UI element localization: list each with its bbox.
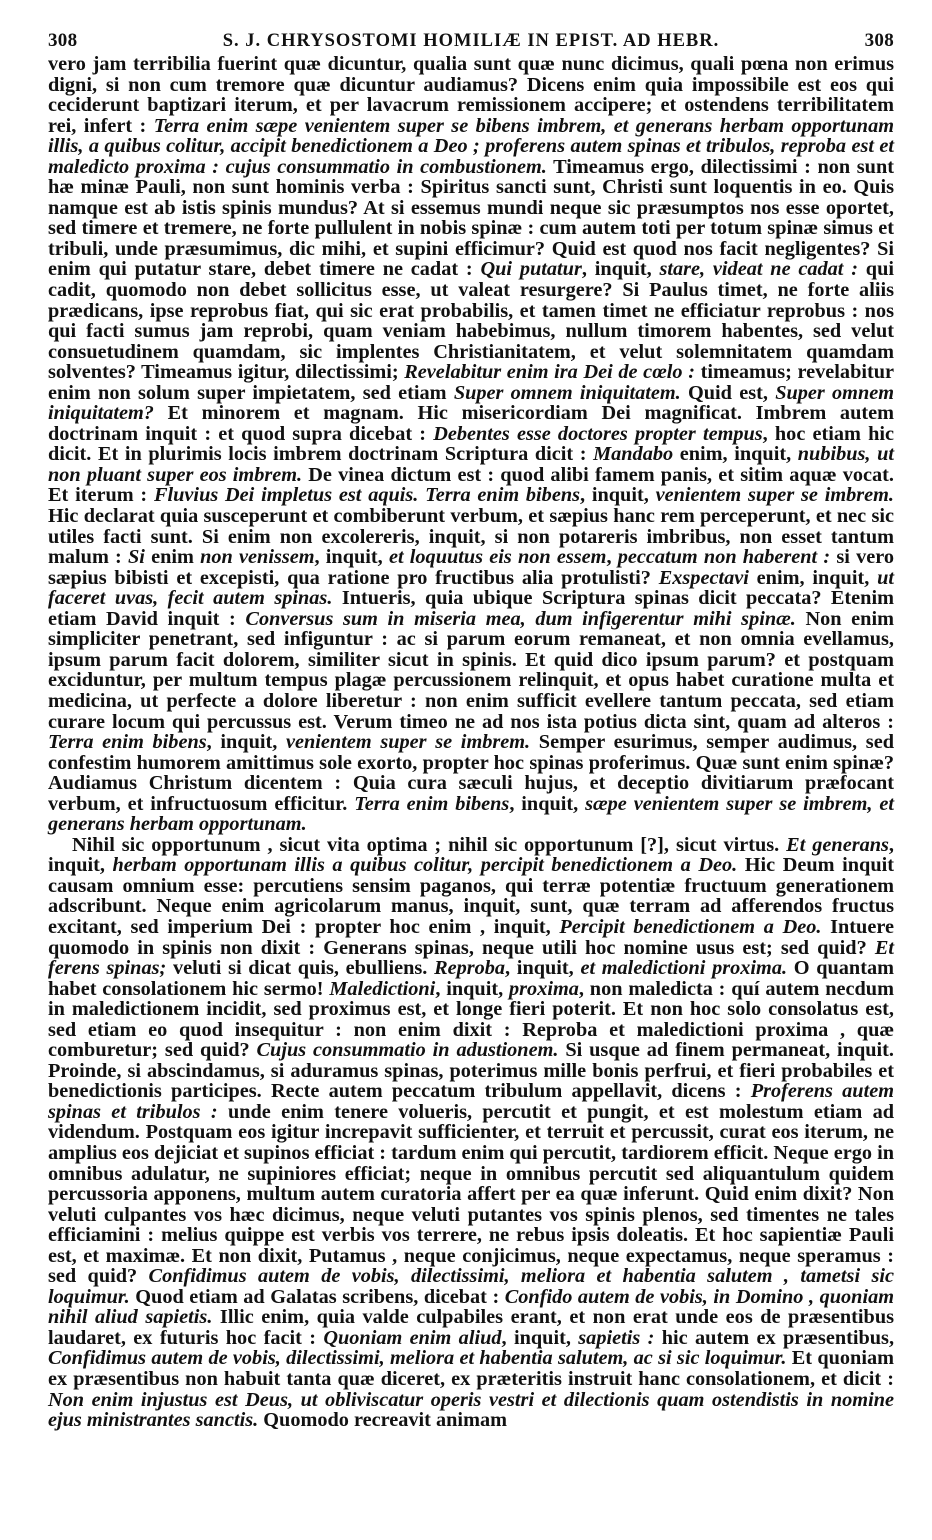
text-run: enim, inquit, (673, 443, 798, 466)
text-run: si vero sæpius bibisti et excepisti, qua ratione pro fructibus alia protulisti? (48, 546, 894, 589)
text-run: Timeamus ergo, dilectissimi : non sunt hæ minæ Pauli, non sunt hominis verba : Spiritus sancti sunt, Christi sunt loquentis in eo. Quis namque est ab istis spinis mundus? At si essemus mundi neque sic præsumptos nos esse oportet, sed timere et tremere, ne forte pullulent in nobis spinæ : cum autem toti per totum spinæ simus et tribuli, unde præsumimus, dic mihi, et supini efficimur? Quid est quod nos facit negligentes? Si enim qui putatur stare, debet timere ne cadat : (48, 155, 894, 281)
text-run: Illic enim, quia valde culpabiles erant, et non erat unde eos de præsentibus laudaret, ex futuris hoc facit : (48, 1306, 894, 1349)
body-text (48, 54, 894, 1431)
page-number-left: 308 (48, 30, 78, 51)
text-run: enim, inquit, (748, 566, 878, 589)
italic-quotation: sæpe venientem super se imbrem, et generans herbam opportunam. (48, 792, 894, 836)
italic-quotation: et maledictioni proxima. (580, 957, 788, 980)
italic-quotation: Et generans (786, 833, 889, 856)
paragraph (48, 835, 894, 1431)
italic-quotation: Confidimus autem de vobis, dilectissimi, meliora et habentia salutem , tametsi sic loquimur. (48, 1265, 894, 1308)
italic-quotation: Confidimus autem de vobis, dilectissimi, meliora et habentia salutem, ac si sic loquimur. (48, 1347, 787, 1370)
italic-quotation: Et ferens spinas; (48, 936, 894, 980)
italic-quotation: Quoniam enim aliud (323, 1326, 502, 1349)
italic-quotation: peccatum non haberent : (617, 546, 831, 569)
italic-quotation: Terra enim bibens (48, 731, 207, 754)
running-header (48, 30, 894, 52)
text-run: Nihil sic opportunum , sicut vita optima ; nihil sic opportunum [?], sicut virtus. (72, 833, 787, 856)
italic-quotation: ut faceret uvas, fecit autem spinas. (48, 566, 894, 610)
text-run: Semper esurimus, semper audimus, sed confestim humorem amittimus sole exorto, propter hoc spinas proferimus. Quæ sunt enim spinæ? Audiamus Christum dicentem : Quia cura sæculi hujus, et deceptio divitiarum præfocant verbum, et infructuosum efficitur. (48, 731, 894, 815)
italic-quotation: Maledictioni (329, 977, 436, 1000)
italic-quotation: Super omnem iniquitatem. (453, 381, 681, 404)
text-run: timeamus; revelabitur enim non solum super impietatem, sed etiam (48, 361, 895, 404)
text-run: O quantam habet consolationem hic sermo! (48, 957, 894, 1000)
text-run: , inquit, (580, 484, 656, 507)
italic-quotation: et loquutus eis non essem (388, 546, 607, 569)
text-run: , inquit, (581, 258, 660, 281)
text-run: Intuere quomodo in spinis non dixit : Generans spinas, neque utili hoc nomine usus est; sed quid? (48, 915, 894, 959)
italic-quotation: proxima (509, 977, 579, 1000)
text-run: , inquit, (206, 731, 287, 754)
italic-quotation: Super omnem iniquitatem? (48, 381, 895, 425)
italic-quotation: venientem super se imbrem. (655, 484, 894, 507)
italic-quotation: Non enim injustus est Deus, ut obliviscatur operis vestri et dilectionis quam ostendistis in nomine ejus ministrantes sanctis. (48, 1388, 894, 1432)
text-run: Quod etiam ad Galatas scribens, dicebat : (129, 1285, 505, 1308)
text-run: hic autem ex præsentibus, (654, 1326, 895, 1349)
italic-quotation: non venissem (200, 546, 315, 569)
italic-quotation: Conversus sum in miseria mea, dum infigerentur mihi spinæ. (245, 607, 796, 630)
italic-quotation: Mandabo (593, 443, 674, 466)
italic-quotation: Debentes esse doctores propter tempus (433, 422, 763, 445)
italic-quotation: Proferens autem spinas et tribulos : (48, 1080, 894, 1123)
italic-quotation: Fluvius Dei impletus est aquis. Terra enim bibens (153, 484, 580, 507)
page-number-right: 308 (864, 30, 894, 51)
italic-quotation: sapietis : (578, 1326, 655, 1349)
text-run: Non enim simpliciter penetrant, sed infiguntur : ac si parum eorum remaneat, et non omnia evellamus, ipsum parum facit dolorem, similiter sicut in spinis. Et quid dico ipsum parum? et postquam exciduntur, per multum tempus plagæ percussionem relinquit, et opus habet curatione multa et medicina, ut perfecte a dolore liberetur : non enim sufficit evellere tantum peccata, sed etiam curare locum qui percussus est. Verum timeo ne ad nos ista potius dicta sint, quam ad alteros : (48, 607, 894, 733)
italic-quotation: Confido autem de vobis, in Domino , quoniam nihil aliud sapietis. (48, 1285, 894, 1329)
italic-quotation: Exspectavi (658, 566, 749, 589)
text-run: enim (144, 546, 201, 569)
italic-quotation: Reproba (434, 957, 506, 980)
text-run: vero jam terribilia fuerint quæ dicuntur, qualia sunt quæ nunc dicimus, quali pœna non erimus digni, si non cum tremore quæ dicuntur audiamus? Dicens enim quia impossibile est eos qui ceciderunt baptizari iterum, et per lavacrum remissionem accipere; et ostendens terribilitatem rei, infert : (48, 53, 894, 137)
paragraph (48, 54, 894, 835)
text-run: Quid est, (680, 381, 776, 404)
text-run: Intueris, quia ubique Scriptura spinas dicit peccata? Etenim etiam David inquit : (48, 587, 894, 630)
italic-quotation: herbam opportunam illis a quibus colitur, percipit benedictionem a Deo. (112, 854, 738, 877)
text-run: Hic Deum inquit causam omnium esse: percutiens sensim paganos, qui terræ potentiæ fructuum generationem adscribunt. Neque enim agricolarum manus, inquit, sunt, quæ terram ad afferendos fructus excitant, sed imperium Dei : propter hoc enim , inquit, (48, 854, 894, 938)
italic-quotation: Terra enim bibens (354, 792, 510, 815)
italic-quotation: Terra enim sæpe venientem super se bibens imbrem, et generans herbam opportunam illis, a quibus colitur, accipit benedictionem a Deo ; proferens autem spinas et tribulos, reproba est et maledicto proxima : cujus consummatio in combustionem. (48, 114, 894, 178)
text-run: De vinea dictum est : quod alibi famem panis, et sitim aquæ vocat. Et iterum : (48, 463, 894, 507)
text-run: , hoc etiam hic dicit. Et in plurimis locis imbrem doctrinam Scriptura dicit : (48, 422, 894, 466)
italic-quotation: Qui putatur (480, 258, 582, 281)
text-run: Quomodo recreavit animam (258, 1409, 507, 1432)
text-run: veluti si dicat quis, ebulliens. (166, 957, 435, 980)
text-run: , inquit, (501, 1326, 579, 1349)
text-run: , non maledicta : quí autem necdum in maledictionem incidit, sed proximus est, et longe fieri poterit. Et non hoc solo consolatus est, sed etiam eo quod insequitur : non enim dixit : Reproba et maledictioni proxima , quæ comburetur; sed quid? (48, 977, 894, 1062)
text-run: , inquit, (48, 833, 894, 877)
italic-quotation: Percipit benedictionem a Deo. (559, 915, 822, 938)
text-run: , inquit, (435, 977, 510, 1000)
text-run: Et quoniam ex præsentibus non habuit tanta quæ diceret, ex præteritis instruit hanc consolationem, et dicit : (48, 1347, 894, 1390)
italic-quotation: venientem super se imbrem. (286, 731, 531, 754)
italic-quotation: nubibus, ut non pluant super eos imbrem. (48, 443, 895, 486)
italic-quotation: stare, videat ne cadat : (659, 258, 858, 281)
text-run: , inquit, (505, 957, 581, 980)
running-title: S. J. CHRYSOSTOMI HOMILIÆ IN EPIST. AD HEBR. (222, 31, 720, 51)
text-run: , (606, 546, 618, 569)
italic-quotation: Si (128, 546, 145, 569)
text-run: , inquit, (509, 792, 586, 815)
text-run: qui cadit, quomodo non debet sollicitus esse, ut valeat resurgere? Si Paulus timet, ne forte aliis prædicans, ipse reprobus fiat, qui sic erat probabilis, et tamen timet ne efficiatur reprobus : nos qui facti sumus jam reprobi, quam veniam habebimus, nullum timorem habentes, sed velut consuetudinem quamdam, sic implentes Christianitatem, et velut solemnitatem quamdam solventes? Timeamus igitur, dilectissimi; (48, 258, 895, 384)
text-run: Et minorem et magnam. Hic misericordiam Dei magnificat. Imbrem autem doctrinam inquit : et quod supra dicebat : (48, 402, 894, 445)
text-run: Si usque ad finem permaneat, inquit. Proinde, si abscindamus, si aduramus spinas, poterimus mille bonis perfrui, et fieri probabiles et benedictionis participes. Recte autem peccatum tribulum appellavit, dicens : (48, 1039, 894, 1103)
text-run: , inquit, (314, 546, 389, 569)
italic-quotation: Revelabitur enim ira Dei de cœlo : (404, 361, 695, 384)
italic-quotation: Cujus consummatio in adustionem. (256, 1039, 559, 1062)
text-run: Hic declarat quia susceperunt et combiberunt verbum, et sæpius hanc rem perceperunt, et nec sic utiles facti sunt. Si enim non excolereris, inquit, si non potareris imbribus, non esset tantum malum : (48, 505, 894, 569)
text-run: unde enim tenere volueris, percutit et pungit, et est molestum etiam ad videndum. Postquam eos igitur increpavit sufficienter, et terruit et percussit, curat eos iterum, ne amplius eos dejiciat et supinos efficiat : tardum enim qui percutit, tardiorem efficit. Neque ergo in omnibus adulatur, ne supiniores efficiat; neque in omnibus percutit sed aliquantulum quidem percussoria apponens, multum autem curatoria affert per ea quæ inferunt. Quid enim dixit? Non veluti culpantes vos hæc dicimus, neque veluti putantes vos spinis plenos, sed timentes ne tales efficiamini : melius quippe est verbis vos terrere, ne rebus ipsis doleatis. Et hoc sapientiæ Pauli est, et maximæ. Et non dixit, Putamus , neque conjicimus, neque expectamus, neque speramus : sed quid? (48, 1100, 894, 1288)
